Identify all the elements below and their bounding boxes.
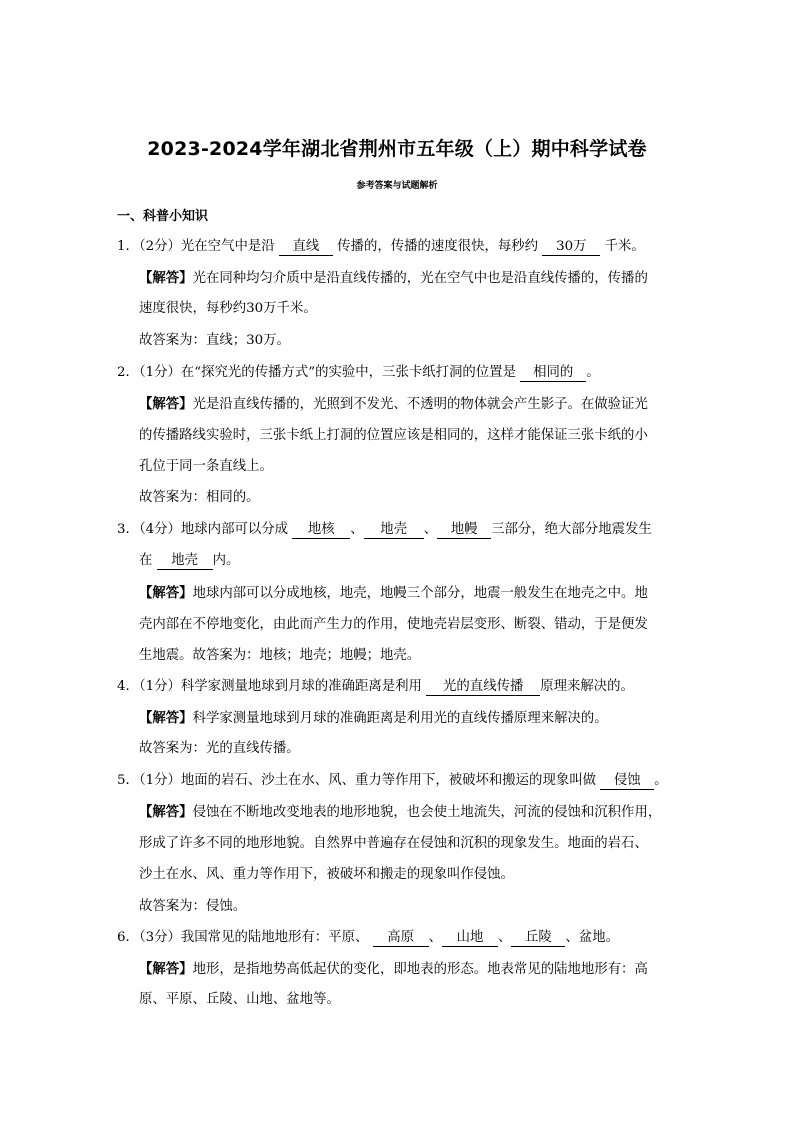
answer-blank: 地核: [292, 521, 350, 539]
analysis-1-line-2: 速度很快，每秒约30万千米。: [139, 301, 317, 316]
section-heading: 一、科普小知识: [117, 209, 209, 224]
analysis-5-line-3: 沙土在水、风、重力等作用下，被破坏和搬走的现象叫作侵蚀。: [139, 867, 514, 882]
analysis-5: 【解答】侵蚀在不断地改变地表的地形地貌，也会使土地流失，河流的侵蚀和沉积作用，: [139, 804, 662, 820]
question-2: 2．（1分）在“探究光的传播方式”的实验中，三张卡纸打洞的位置是 相同的 。: [117, 365, 600, 380]
answer-1: 故答案为：直线；30万。: [139, 333, 290, 348]
analysis-5-line-2: 形成了许多不同的地形地貌。自然界中普遍存在侵蚀和沉积的现象发生。地面的岩石、: [139, 836, 648, 851]
analysis-3-line-2: 壳内部在不停地变化，由此而产生力的作用，使地壳岩层变形、断裂、错动，于是便发: [139, 617, 648, 632]
analysis-6: 【解答】地形，是指地势高低起伏的变化，即地表的形态。地表常见的陆地地形有：高: [139, 961, 648, 977]
answer-blank: 30万: [542, 238, 600, 256]
page-subtitle: 参考答案与试题解析: [356, 181, 438, 191]
answer-4: 故答案为：光的直线传播。: [139, 741, 300, 756]
question-6: 6．（3分）我国常见的陆地地形有：平原、 高原 、 山地 、 丘陵 、盆地。: [117, 930, 619, 945]
question-3: 3．（4分）地球内部可以分成 地核 、 地壳 、 地幔 三部分，绝大部分地震发生: [117, 522, 652, 537]
answer-blank: 地壳: [364, 521, 424, 539]
answer-blank: 光的直线传播: [426, 678, 540, 696]
answer-blank: 直线: [279, 238, 333, 256]
answer-blank: 侵蚀: [600, 772, 654, 790]
question-5: 5．（1分）地面的岩石、沙土在水、风、重力等作用下，被破坏和搬运的现象叫做 侵蚀 。: [117, 773, 668, 788]
analysis-2: 【解答】光是沿直线传播的，光照到不发光、不透明的物体就会产生影子。在做验证光: [139, 396, 648, 412]
question-4: 4．（1分）科学家测量地球到月球的准确距离是利用 光的直线传播 原理来解决的。: [117, 679, 634, 694]
analysis-2-line-3: 孔位于同一条直线上。: [139, 459, 273, 474]
analysis-3: 【解答】地球内部可以分成地核，地壳，地幔三个部分，地震一般发生在地壳之中。地: [139, 585, 648, 601]
analysis-4: 【解答】科学家测量地球到月球的准确距离是利用光的直线传播原理来解决的。: [139, 710, 608, 726]
answer-blank: 地壳: [157, 552, 213, 570]
answer-blank: 高原: [373, 929, 429, 947]
page-title: 2023-2024学年湖北省荆州市五年级（上）期中科学试卷: [147, 138, 647, 160]
question-1: 1．（2分）光在空气中是沿 直线 传播的，传播的速度很快，每秒约 30万 千米。: [117, 239, 645, 254]
analysis-3-line-3: 生地震。故答案为：地核；地壳；地幔；地壳。: [139, 648, 421, 663]
answer-5: 故答案为：侵蚀。: [139, 899, 247, 914]
answer-blank: 相同的: [520, 364, 586, 382]
answer-2: 故答案为：相同的。: [139, 490, 260, 505]
analysis-2-line-2: 的传播路线实验时，三张卡纸上打洞的位置应该是相同的，这样才能保证三张卡纸的小: [139, 428, 648, 443]
question-3-line-2: 在 地壳 内。: [139, 553, 240, 568]
answer-blank: 丘陵: [511, 929, 565, 947]
answer-blank: 地幔: [437, 521, 491, 539]
answer-blank: 山地: [442, 929, 498, 947]
analysis-6-line-2: 原、平原、丘陵、山地、盆地等。: [139, 992, 340, 1007]
analysis-1: 【解答】光在同种均匀介质中是沿直线传播的，光在空气中也是沿直线传播的，传播的: [139, 270, 648, 286]
